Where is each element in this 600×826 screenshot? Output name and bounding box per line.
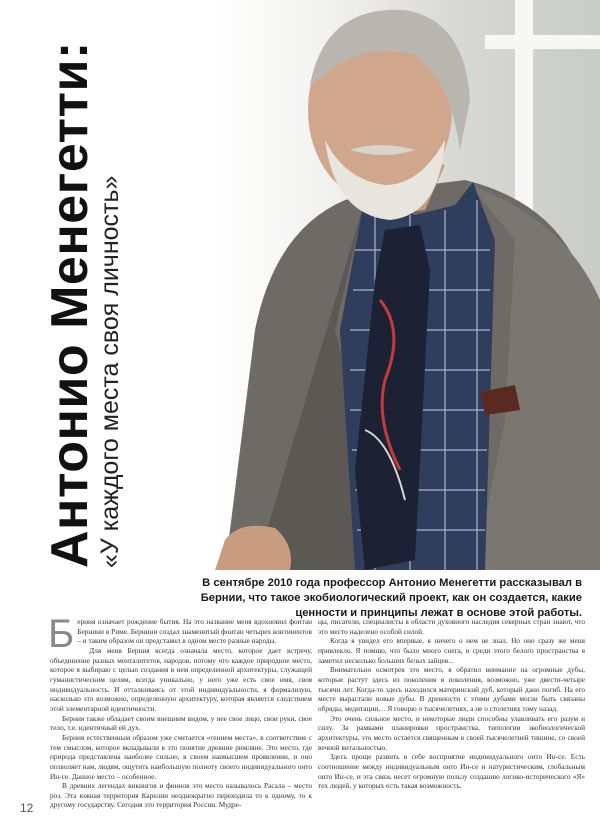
paragraph: цы, писатели, специалисты в области духовного наследия северных стран знают, что это место наделено особой силой. <box>318 617 585 636</box>
paragraph: Берния означает рождение бытия. На это название меня вдохновил фонтан Бернини в Риме. Бернини создал знаменитый фонтан четырех континентов – и таким образом он представил в одном месте разные народы. <box>48 612 312 656</box>
paragraph: Это очень сильное место, и некоторые люди способны улавливать его разум и силу. За рамками планировки пространства, типологии экобиологической архитектуры, это место остается священным в своей тысячелетней тишине, со своей вечной витальностью. <box>318 713 585 752</box>
paragraph: Берния также обладает своим внешним видом, у нее свое лицо, свои руки, свое тело, т.е. идентичный ей дух. <box>50 713 312 733</box>
paragraph: Для меня Берния всегда означала место, которое дает встречу, объединение разных менталитетов, народов, потому что каждое природное место, которое я выбираю с целью создания в нем определенной архитектуры, служащей гуманистическим целям, всегда уникально, у него уже есть свое имя, своя индивидуальность. И отталкиваясь от этой индивидуальности, я формализую, насколько это возможно, определенную архитектуру, которая является следствием этой элементарной идентичности. <box>50 645 312 713</box>
portrait-figure <box>215 0 600 570</box>
page-number: 12 <box>20 801 34 815</box>
lead-paragraph: В сентябре 2010 года профессор Антонио Менегетти рассказывал в Бернии, что такое экобиологический проект, как он создается, какие ценности и принципы лежат в основе этой работы. <box>200 577 582 619</box>
paragraph: Берния естественным образом уже считается «гением места», в соответствие с тем смыслом, которое вкладывали в это понятие древние римляне. Это место, где природа представлена наиболее сильно, в своем наивысшем проявлении, и оно позволяет нам, людям, ощутить наибольшую полноту своего индивидуального онто Ин-се. Данное место – особенное. <box>50 732 312 781</box>
drop-cap: Б <box>48 612 75 656</box>
article-title <box>40 10 124 570</box>
text-column-right <box>318 617 585 791</box>
paragraph: В древних легендах викингов и финнов это место называлось Расала – место роз. Эта южная территория Карелии неоднократно переходила то к одному, то к другому государству. Сегодня это территория России. Мудре- <box>50 781 312 810</box>
title-name: Антонио Менегетти: <box>41 41 99 568</box>
paragraph: Внимательно осмотрев это место, я обратил внимание на огромные дубы, которые растут здесь из поколения в поколения, возможно, уже двести-четыре тысячи лет. Когда-то здесь находился материнский дуб, который дано погиб. На его месте вырастали новые дубы. В древности с этими дубами могли быть связаны обряды, медитации… Я говорю о тысячелетиях, а не о столетиях тому назад. <box>318 665 585 713</box>
portrait-photo <box>215 0 600 570</box>
text-column-left <box>48 612 312 810</box>
paragraph: Когда я увидел его впервые, я ничего о нем не знал. Но оно сразу же меня привлекло. Я помню, что было много снега, и среди этого белого пространства я заметил несколько больших белых зайцев... <box>318 636 585 665</box>
title-subtitle: «У каждого места своя личность» <box>96 175 124 568</box>
paragraph: Здесь проще развить в себе восприятие индивидуального онто Ин-се. Есть соотношение между индивидуальным онто Ин-се и натуристическим, глобальным онто Ин-се, и эта связь несет огромную пользу созданию логико-исторического «Я» тех людей, у которых есть такая возможность. <box>318 752 585 791</box>
